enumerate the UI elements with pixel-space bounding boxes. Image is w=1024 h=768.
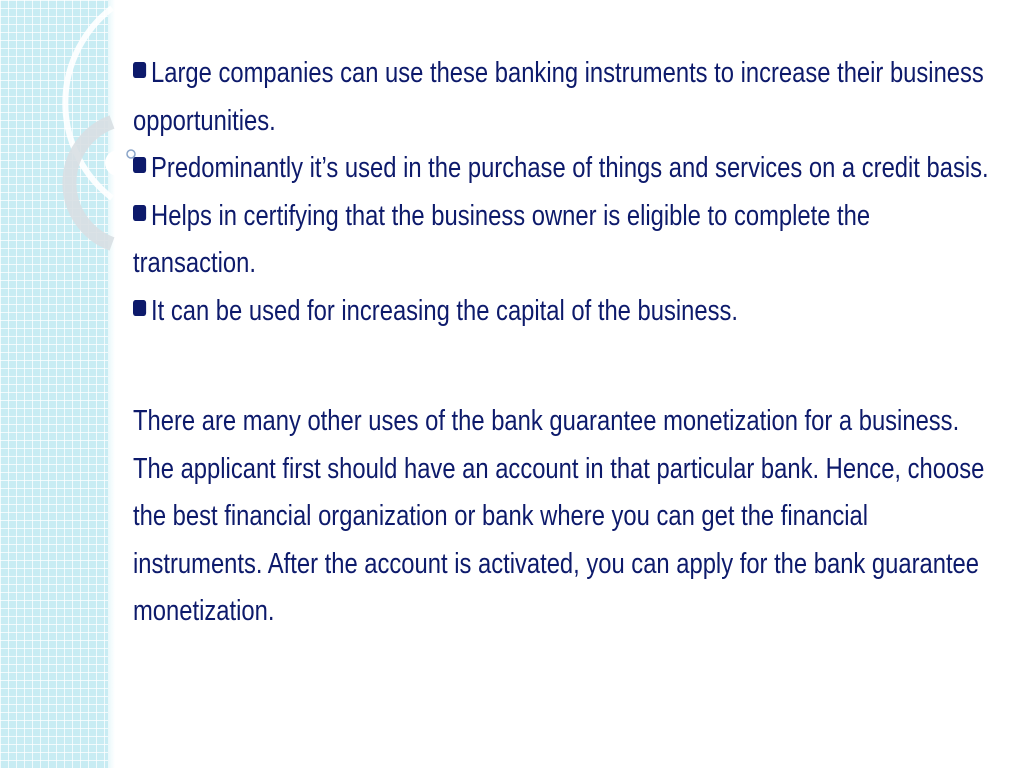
body-paragraph: There are many other uses of the bank guarantee monetization for a business. The applicant first should have an account in that particular bank. Hence, choose the best financial organization or bank where you can get the financial instruments. After the account is activated, you can apply for the bank guarantee monetization. [133, 405, 985, 627]
bullet-icon [133, 157, 146, 173]
bullet-item [133, 50, 994, 145]
bullet-text: Large companies can use these banking instruments to increase their business opportunities. [133, 57, 984, 137]
bullet-icon [133, 205, 146, 221]
bullet-icon [133, 62, 146, 78]
bullet-item [133, 288, 994, 336]
bullet-text: It can be used for increasing the capital of the business. [151, 294, 738, 327]
bullet-text: Helps in certifying that the business owner is eligible to complete the transaction. [133, 199, 871, 279]
bullet-icon [133, 300, 146, 316]
bullet-item [133, 193, 994, 288]
bullet-item [133, 145, 994, 193]
bullet-text: Predominantly it’s used in the purchase of things and services on a credit basis. [151, 152, 989, 184]
slide-content [133, 50, 994, 636]
